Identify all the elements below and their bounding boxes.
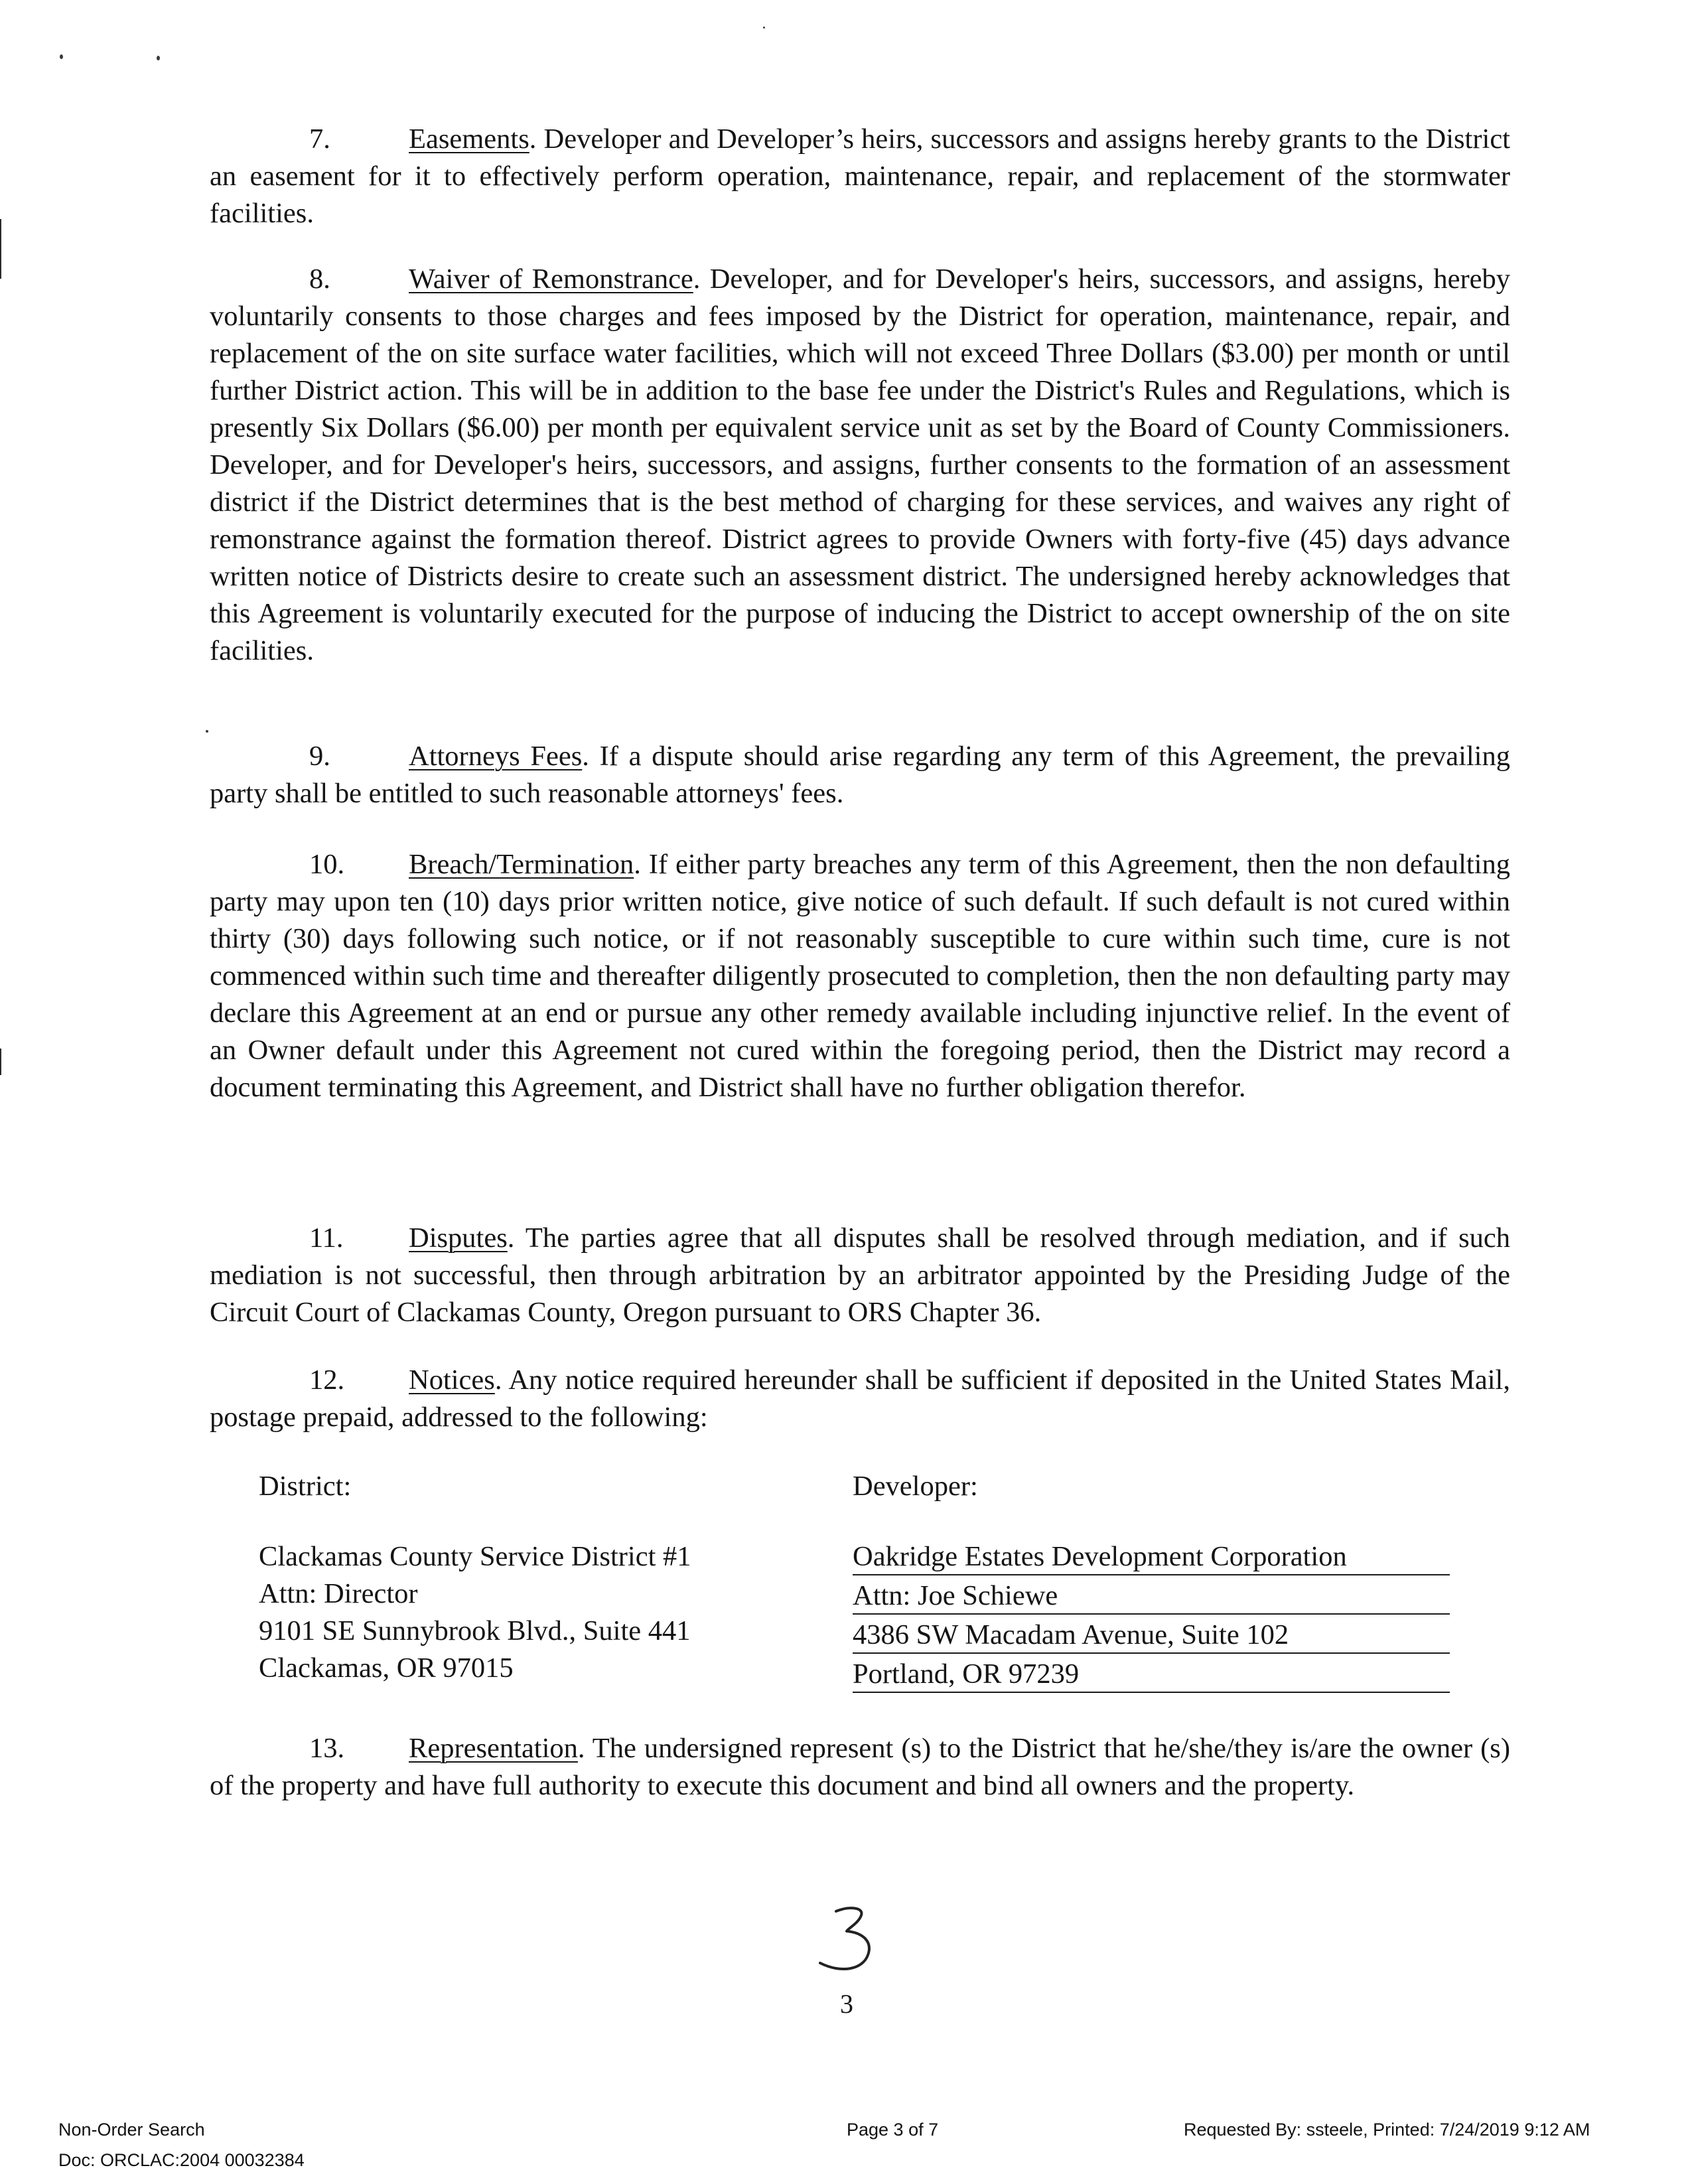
scan-speck xyxy=(206,730,208,733)
district-label: District: xyxy=(259,1471,352,1502)
section-number: 13. xyxy=(309,1733,345,1764)
handwritten-page-mark xyxy=(809,1902,889,1988)
section-number: 10. xyxy=(309,849,345,880)
section-13 xyxy=(210,1730,1510,1804)
section-8 xyxy=(210,261,1510,670)
address-line: Portland, OR 97239 xyxy=(853,1656,1450,1693)
address-line: Attn: Joe Schiewe xyxy=(853,1577,1450,1615)
section-heading: Waiver of Remonstrance xyxy=(409,263,693,295)
scan-edge-mark xyxy=(0,219,1,279)
section-number: 12. xyxy=(309,1364,345,1396)
section-text: . If either party breaches any term of this Agreement, then the non defaulting party may upon ten (10) days prior written notice, give notice of such default. If such default is not cured within thirty (30) days following such notice, or if not reasonably susceptible to cure within such time, cure is not commenced within such time and thereafter diligently prosecuted to completion, then the non defaulting party may declare this Agreement at an end or pursue any other remedy available including injunctive relief. In the event of an Owner default under this Agreement not cured within the foregoing period, then the District may record a document terminating this Agreement, and District shall have no further obligation therefor. xyxy=(210,849,1510,1103)
section-12 xyxy=(210,1362,1510,1436)
section-heading: Easements xyxy=(409,123,529,155)
scan-speck xyxy=(763,27,765,29)
scan-speck xyxy=(60,54,63,59)
section-heading: Disputes xyxy=(409,1222,508,1254)
section-text: . The undersigned represent (s) to the District that he/she/they is/are the owner (s) of the property and have full authority to execute this document and bind all owners and the property. xyxy=(210,1733,1510,1801)
section-text: . Developer, and for Developer's heirs, successors, and assigns, hereby voluntarily consents to those charges and fees imposed by the District for operation, maintenance, repair, and replacement of the on site surface water facilities, which will not exceed Three Dollars ($3.00) per month or until further District action. This will be in addition to the base fee under the District's Rules and Regulations, which is presently Six Dollars ($6.00) per month per equivalent service unit as set by the Board of County Commissioners. Developer, and for Developer's heirs, successors, and assigns, further consents to the formation of an assessment district if the District determines that is the best method of charging for these services, and waives any right of remonstrance against the formation thereof. District agrees to provide Owners with forty-five (45) days advance written notice of Districts desire to create such an assessment district. The undersigned hereby acknowledges that this Agreement is voluntarily executed for the purpose of inducing the District to accept ownership of the on site facilities. xyxy=(210,263,1510,666)
address-line: Clackamas County Service District #1 xyxy=(259,1541,691,1572)
section-number: 9. xyxy=(309,741,330,772)
section-heading: Notices xyxy=(409,1364,495,1396)
footer-request-info: Requested By: ssteele, Printed: 7/24/2019 9:12 AM xyxy=(1184,2120,1590,2140)
section-text: . Any notice required hereunder shall be sufficient if deposited in the United States Mail, postage prepaid, addressed to the following: xyxy=(210,1364,1510,1433)
scan-speck xyxy=(157,56,160,60)
address-line: Attn: Director xyxy=(259,1578,418,1609)
scan-edge-mark xyxy=(0,1049,1,1075)
section-heading: Breach/Termination xyxy=(409,849,634,880)
section-text: . The parties agree that all disputes shall be resolved through mediation, and if such mediation is not successful, then through arbitration by an arbitrator appointed by the Presiding Judge of the Circuit Court of Clackamas County, Oregon pursuant to ORS Chapter 36. xyxy=(210,1222,1510,1328)
section-text: . If a dispute should arise regarding any term of this Agreement, the prevailing party shall be entitled to such reasonable attorneys' fees. xyxy=(210,741,1510,809)
section-number: 7. xyxy=(309,123,330,155)
address-line: Clackamas, OR 97015 xyxy=(259,1652,514,1684)
footer-search-type: Non-Order Search xyxy=(58,2120,205,2140)
section-text: . Developer and Developer’s heirs, successors and assigns hereby grants to the District an easement for it to effectively perform operation, maintenance, repair, and replacement of the stormwater facilities. xyxy=(210,123,1510,229)
address-line: 4386 SW Macadam Avenue, Suite 102 xyxy=(853,1617,1450,1654)
section-10 xyxy=(210,846,1510,1106)
developer-label: Developer: xyxy=(853,1471,978,1502)
section-heading: Attorneys Fees xyxy=(409,741,583,772)
section-7 xyxy=(210,121,1510,232)
address-line: Oakridge Estates Development Corporation xyxy=(853,1538,1450,1575)
section-number: 11. xyxy=(309,1222,344,1254)
developer-address xyxy=(853,1538,1450,1695)
page-number: 3 xyxy=(840,1989,853,2019)
section-11 xyxy=(210,1220,1510,1331)
district-address xyxy=(259,1538,691,1687)
section-number: 8. xyxy=(309,263,330,295)
footer-page-count: Page 3 of 7 xyxy=(847,2120,939,2140)
section-9 xyxy=(210,738,1510,812)
section-heading: Representation xyxy=(409,1733,578,1764)
footer-doc-id: Doc: ORCLAC:2004 00032384 xyxy=(58,2150,305,2170)
address-line: 9101 SE Sunnybrook Blvd., Suite 441 xyxy=(259,1615,691,1646)
